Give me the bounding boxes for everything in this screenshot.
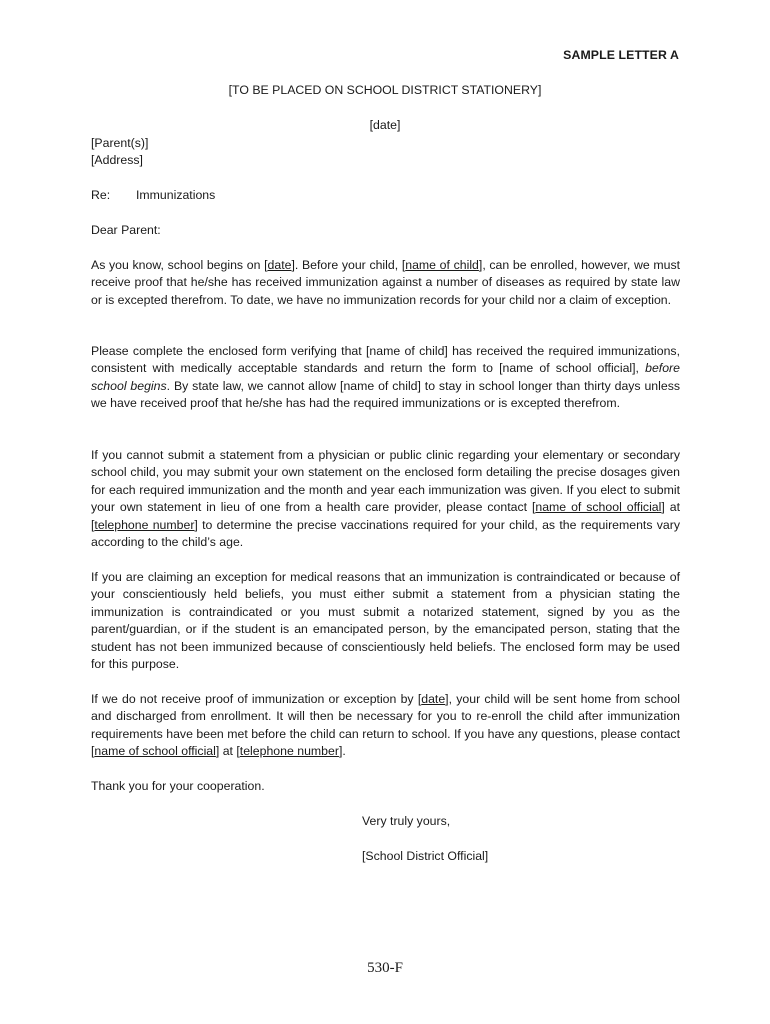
placeholder-child-name: name of child <box>405 258 479 272</box>
text-run: ] at [ <box>215 744 240 759</box>
text-run: If we do not receive proof of immunization or exception by [ <box>91 692 422 706</box>
text-run: ], your child will be sent home from school and discharged from enrollment. It will then be necessary for you to re-enroll the child after immunization requirements have been met before the child can return to school. If you have any questions, please contact [ <box>91 692 680 759</box>
valediction: Very truly yours, <box>362 814 451 828</box>
recipient-address: [Address] <box>91 153 143 168</box>
paragraph-complete-form <box>91 343 680 413</box>
subject-text: Immunizations <box>136 188 216 202</box>
paragraph-own-statement <box>91 447 680 551</box>
thanks-line: Thank you for your cooperation. <box>91 779 265 793</box>
text-run: . By state law, we cannot allow [name of child] to stay in school longer than thirty days unless we have received proof that he/she has had the required immunizations or is excepted therefrom. <box>91 378 680 411</box>
recipient-block <box>91 135 680 170</box>
text-run: Please complete the enclosed form verifying that [name of child] has received the required immunizations, consistent with medically acceptable standards and return the form to [name of school official], <box>91 344 680 376</box>
paragraph-school-start <box>91 257 680 309</box>
salutation: Dear Parent: <box>91 223 161 237</box>
emphasis-before-school: before school begins <box>91 361 680 393</box>
recipient-parents: [Parent(s)] <box>91 136 149 150</box>
text-run: ]. Before your child, [ <box>291 258 406 272</box>
letter-title: SAMPLE LETTER A <box>563 48 679 62</box>
stationery-note: [TO BE PLACED ON SCHOOL DISTRICT STATIONERY] <box>228 83 542 97</box>
paragraph-deadline <box>91 691 680 761</box>
text-run: ], can be enrolled, however, we must receive proof that he/she has received immunization against a number of diseases as required by state law or is excepted therefrom. To date, we have no immunization records for your child nor a claim of exception. <box>91 258 681 307</box>
paragraph-exception: If you are claiming an exception for medical reasons that an immunization is contraindicated or because of your conscientiously held beliefs, you must either submit a statement from a physician stating the immunization is contraindicated or you must submit a notarized statement, signed by you as the parent/guardian, or if the student is an emancipated person, by the emancipated person, stating that the student has not been immunized because of conscientiously held beliefs. The enclosed form may be used for this purpose. <box>91 570 680 672</box>
subject-line <box>91 187 680 204</box>
subject-label: Re: <box>91 188 111 202</box>
form-number: 530-F <box>367 960 403 976</box>
placeholder-telephone: telephone number <box>94 517 195 532</box>
signer: [School District Official] <box>362 849 489 863</box>
placeholder-school-official: name of school official <box>94 744 216 759</box>
placeholder-school-official: name of school official <box>535 500 662 515</box>
text-run: As you know, school begins on [ <box>91 258 268 272</box>
text-run: If you cannot submit a statement from a physician or public clinic regarding your elementary or secondary school child, you may submit your own statement on the enclosed form detailing the precise dosages given for each required immunization and the month and year each immunization was given. If you elect to submit your own statement in lieu of one from a health care provider, please contact [ <box>91 448 680 515</box>
text-run: ]. <box>338 744 346 759</box>
placeholder-date: date <box>421 692 446 706</box>
placeholder-telephone: telephone number <box>239 744 339 759</box>
text-run: ] to determine the precise vaccinations required for your child, as the requirements vary according to the child’s age. <box>91 517 680 550</box>
letter-date: [date] <box>369 118 401 132</box>
text-run: ] at [ <box>91 500 680 532</box>
placeholder-date: date <box>267 258 292 272</box>
